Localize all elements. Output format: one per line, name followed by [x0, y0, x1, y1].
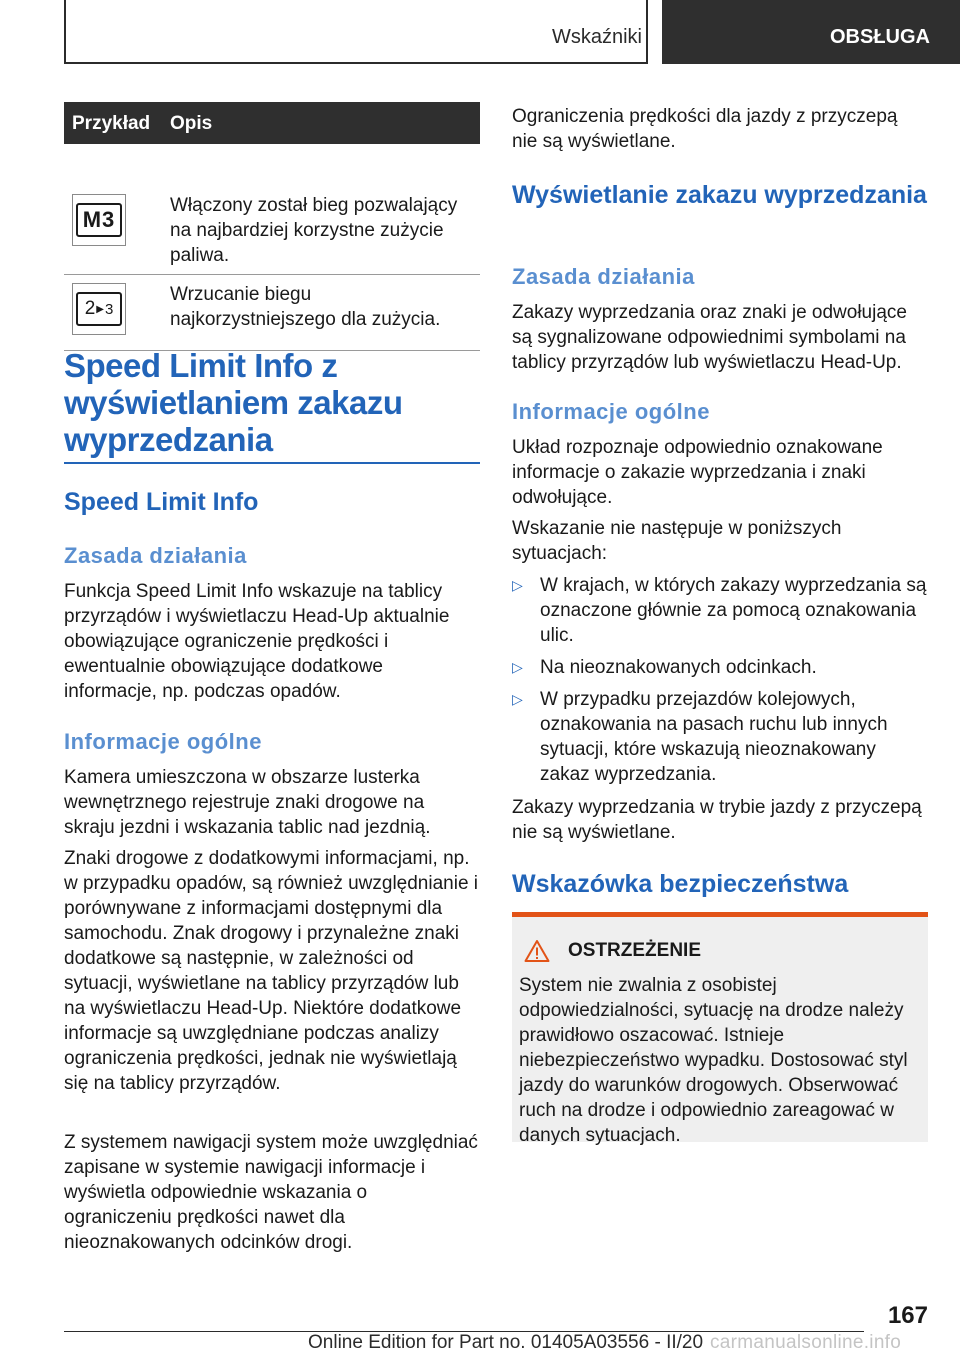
subheading-principle-right: Zasada działania	[512, 264, 695, 289]
warning-title: OSTRZEŻENIE	[568, 940, 702, 961]
subheading-principle: Zasada działania	[64, 543, 247, 568]
subheading-general: Informacje ogólne	[64, 729, 262, 754]
paragraph-trailer-1: Ograniczenia prędkości dla jazdy z przyczepą nie są wyświetlane.	[512, 106, 898, 152]
warning-triangle-icon	[524, 939, 550, 963]
shift-arrow-icon: ▶	[96, 303, 104, 315]
paragraph-principle: Funkcja Speed Limit Info wskazuje na tablicy przyrządów i wyświetlaczu Head-Up aktualnie obowiązujące ograniczenie prędkości i ewentualnie obowiązujące dodatkowe informacje, np. podczas opadów.	[64, 581, 450, 702]
title-divider	[64, 462, 480, 464]
paragraph-general-3: Z systemem nawigacji system może uwzględniać zapisane w systemie nawigacji informacje i wyświetla odpowiednie wskazania o ograniczeniu prędkości nawet dla nieoznakowanych odcinków drogi.	[64, 1132, 478, 1253]
subheading-general-right: Informacje ogólne	[512, 399, 710, 424]
table-row	[64, 275, 480, 351]
bullet-triangle-icon: ▷	[512, 577, 523, 593]
table-cell-description: Wrzucanie biegu najkorzystniejszego dla zużycia.	[170, 284, 441, 330]
gear-m3-icon	[72, 194, 126, 246]
warning-header	[524, 939, 701, 963]
paragraph-trailer-2: Zakazy wyprzedzania w trybie jazdy z przyczepą nie są wyświetlane.	[512, 797, 922, 843]
shift-to-gear: 3	[104, 300, 114, 318]
list-item: ▷ W krajach, w których zakazy wyprzedzania są oznaczone głównie za pomocą oznakowania ulic.	[512, 575, 927, 646]
gear-m3-label: M3	[82, 207, 116, 232]
list-item: ▷ W przypadku przejazdów kolejowych, oznakowania na pasach ruchu lub innych sytuacji, które wskazują nieoznakowany zakaz wyprzedzania.	[512, 689, 888, 785]
watermark-logo: carmanualsonline.info	[710, 1332, 902, 1353]
page-number: 167	[887, 1302, 928, 1329]
paragraph-general-right-1: Układ rozpoznaje odpowiednio oznakowane informacje o zakazie wyprzedzania i znaki odwołujące.	[512, 437, 883, 508]
table-header-example: Przykład	[72, 113, 151, 134]
shift-recommendation-icon	[72, 283, 126, 335]
page-title: Speed Limit Info z wyświetlaniem zakazu wyprzedzania	[64, 347, 403, 458]
paragraph-general-right-2: Wskazanie nie następuje w poniższych sytuacjach:	[512, 518, 842, 564]
bullet-triangle-icon: ▷	[512, 691, 523, 707]
table-header	[64, 102, 480, 144]
warning-text: System nie zwalnia z osobistej odpowiedzialności, sytuację na drodze należy prawidłowo oszacować. Istnieje niebezpieczeństwo wypadku. Dostosować styl jazdy do warunków drogowych. Obserwować ruch na drodze i odpowiednio zareagować w danych sytuacjach.	[519, 975, 908, 1146]
paragraph-principle-right: Zakazy wyprzedzania oraz znaki je odwołujące są sygnalizowane odpowiednimi symbolami na tablicy przyrządów lub wyświetlaczu Head-Up.	[512, 302, 907, 373]
table-row	[64, 144, 480, 275]
paragraph-general-2: Znaki drogowe z dodatkowymi informacjami, np. w przypadku opadów, są również uwzględnianie i porównywane z informacjami dostępnymi dla samochodu. Znak drogowy i przynależne znaki dodatkowe są następnie, w zależności od sytuacji, wyświetlane na tablicy przyrządów lub na wyświetlaczu Head-Up. Niektóre dodatkowe informacje są uwzględniane podczas analizy ograniczenia prędkości, jednak nie wyświetlają się na tablicy przyrządów.	[64, 848, 479, 1094]
bullet-triangle-icon: ▷	[512, 659, 523, 675]
header-section-title: Wskaźniki	[551, 26, 642, 48]
list-item: ▷ Na nieoznakowanych odcinkach.	[512, 657, 817, 678]
header-chapter-tab	[662, 0, 960, 64]
paragraph-general-1: Kamera umieszczona w obszarze lusterka wewnętrznego rejestruje znaki drogowe na skraju jezdni i wskazania tablic nad jezdnią.	[64, 767, 431, 838]
chapter-label: OBSŁUGA	[830, 26, 930, 48]
section-heading-no-overtaking: Wyświetlanie zakazu wyprzedzania	[512, 181, 927, 209]
section-heading-safety: Wskazówka bezpieczeństwa	[512, 870, 849, 898]
warning-box	[512, 912, 928, 1146]
table-header-description: Opis	[170, 113, 213, 134]
section-heading-speed-limit: Speed Limit Info	[64, 488, 259, 516]
footer-edition: Online Edition for Part no. 01405A03556 - II/20	[308, 1332, 704, 1353]
shift-from-gear: 2	[84, 298, 96, 319]
symbol-table	[64, 102, 480, 351]
situation-list	[512, 573, 928, 794]
table-cell-description: Włączony został bieg pozwalający na najbardziej korzystne zużycie paliwa.	[170, 195, 458, 266]
